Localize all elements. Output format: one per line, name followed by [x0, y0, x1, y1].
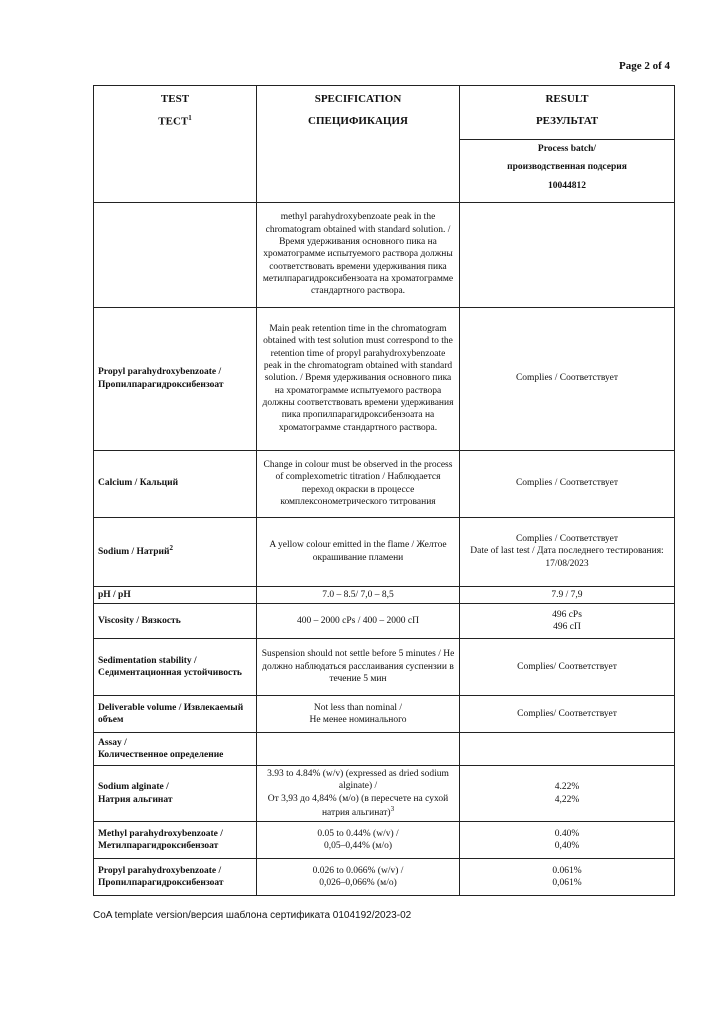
- table-row: [94, 765, 675, 822]
- header-result: RESULT РЕЗУЛЬТАТ: [460, 86, 675, 140]
- result-cell: Complies / Соответствует: [460, 307, 675, 450]
- result-cell: Complies / Соответствует Date of last test / Дата последнего тестирования: 17/08/2023: [460, 517, 675, 586]
- test-cell: pH / pH: [94, 586, 257, 603]
- test-cell: Sodium / Натрий$^2$: [94, 517, 257, 586]
- page-number: Page 2 of 4: [618, 60, 670, 72]
- table-row: [94, 695, 675, 732]
- test-cell: Deliverable volume / Извлекаемый объем: [94, 695, 257, 732]
- header-test: TEST ТЕСТ$^1$: [94, 86, 257, 203]
- spec-cell: Change in colour must be observed in the process of complexometric titration / Наблюдается переход окраски в процессе комплексонометрического титрования: [257, 450, 460, 517]
- spec-cell: 0.026 to 0.066% (w/v) / 0,026–0,066% (м/о): [257, 859, 460, 896]
- header-specification: SPECIFICATION СПЕЦИФИКАЦИЯ: [257, 86, 460, 203]
- spec-cell: Not less than nominal / Не менее номинального: [257, 695, 460, 732]
- table-row: [94, 859, 675, 896]
- table-row: [94, 822, 675, 859]
- result-cell: 7.9 / 7,9: [460, 586, 675, 603]
- spec-cell: 0.05 to 0.44% (w/v) / 0,05–0,44% (м/о): [257, 822, 460, 859]
- result-cell: 4.22% 4,22%: [460, 765, 675, 822]
- test-cell: Propyl parahydroxybenzoate / Пропилпарагидроксибензоат: [94, 859, 257, 896]
- template-version-footer: CoA template version/версия шаблона сертификата 0104192/2023-02: [93, 910, 412, 921]
- table-header-row: [94, 86, 675, 140]
- table-row: [94, 202, 675, 307]
- test-cell: Viscosity / Вязкость: [94, 603, 257, 638]
- table-row: [94, 603, 675, 638]
- table-row: [94, 307, 675, 450]
- result-cell: Complies/ Соответствует: [460, 695, 675, 732]
- test-cell: Sodium alginate / Натрия альгинат: [94, 765, 257, 822]
- test-cell: Propyl parahydroxybenzoate / Пропилпарагидроксибензоат: [94, 307, 257, 450]
- spec-cell: A yellow colour emitted in the flame / Желтое окрашивание пламени: [257, 517, 460, 586]
- table-row: [94, 450, 675, 517]
- result-cell: 0.061% 0,061%: [460, 859, 675, 896]
- test-cell: Sedimentation stability / Седиментационная устойчивость: [94, 638, 257, 695]
- result-cell: Complies / Соответствует: [460, 450, 675, 517]
- spec-cell: 3.93 to 4.84% (w/v) (expressed as dried sodium alginate) / От 3,93 до 4,84% (м/о) (в пересчете на сухой натрия альгинат)$^3$: [257, 765, 460, 822]
- spec-cell: Suspension should not settle before 5 minutes / Не должно наблюдаться расслаивания суспензии в течение 5 мин: [257, 638, 460, 695]
- result-cell: 496 cPs 496 сП: [460, 603, 675, 638]
- spec-cell: Main peak retention time in the chromatogram obtained with test solution must correspond to the retention time of propyl parahydroxybenzoate peak in the chromatogram obtained with standard solution. / Время удерживания основного пика на хроматограмме испытуемого раствора должны соответствовать времени удерживания пика пропилпарагидроксибензоата на хроматограмме стандартного раствора.: [257, 307, 460, 450]
- table-row: [94, 732, 675, 765]
- header-batch: Process batch/ производственная подсерия 10044812: [460, 139, 675, 202]
- spec-cell: 400 – 2000 cPs / 400 – 2000 сП: [257, 603, 460, 638]
- table-row: [94, 517, 675, 586]
- result-cell: Complies/ Соответствует: [460, 638, 675, 695]
- test-cell: Methyl parahydroxybenzoate / Метилпарагидроксибензоат: [94, 822, 257, 859]
- batch-number: 10044812: [548, 180, 586, 191]
- table-row: [94, 586, 675, 603]
- spec-cell: methyl parahydroxybenzoate peak in the chromatogram obtained with standard solution. / Время удерживания основного пика на хроматограмме испытуемого раствора должны соответствовать времени удерживания пика метилпарагидроксибензоата на хроматограмме стандартного раствора.: [257, 202, 460, 307]
- result-cell: 0.40% 0,40%: [460, 822, 675, 859]
- coa-table: [93, 85, 675, 896]
- test-cell: Calcium / Кальций: [94, 450, 257, 517]
- table-row: [94, 638, 675, 695]
- spec-cell: 7.0 – 8.5/ 7,0 – 8,5: [257, 586, 460, 603]
- test-cell: Assay / Количественное определение: [94, 732, 257, 765]
